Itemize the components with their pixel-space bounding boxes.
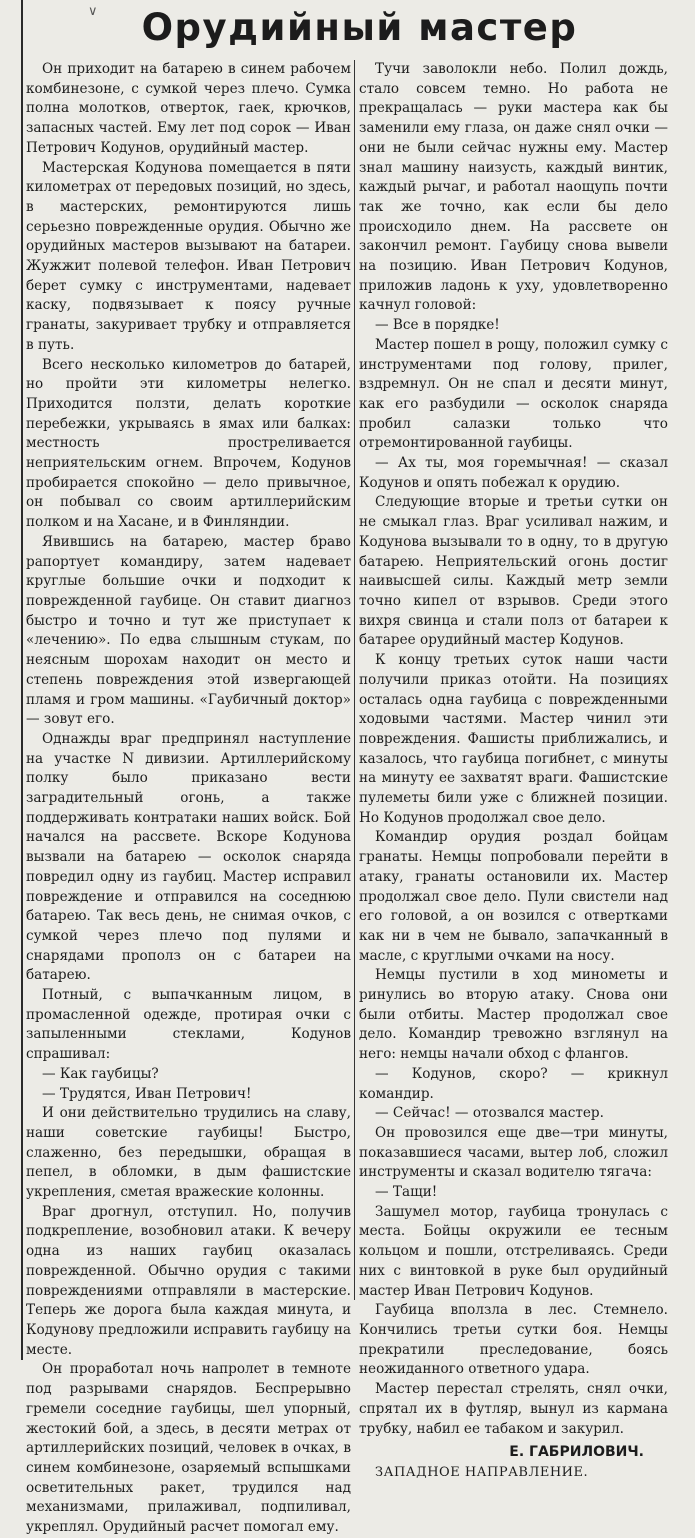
article-column-1	[26, 60, 351, 1536]
paragraph: И они действительно трудились на славу, наши советские гаубицы! Быстро, слаженно, без передышки, обращая в пепел, в обломки, в дым фашистские укрепления, сметая вражеские колонны.	[26, 1105, 351, 1201]
dialog-line: — Сейчас! — отозвался мастер.	[375, 1105, 604, 1122]
paragraph: Мастерская Кодунова помещается в пяти километрах от передовых позиций, но здесь, в мастерских, ремонтируются лишь серьезно поврежденные орудия. Обычно же орудийных мастеров вызывают на батареи. Жужжит полевой телефон. Иван Петрович берет сумку с инструментами, надевает каску, подвязывает к поясу ручные гранаты, закуривает трубку и отправляется в путь.	[26, 159, 351, 353]
paragraph: Тучи заволокли небо. Полил дождь, стало совсем темно. Но работа не прекращалась — руки мастера как бы заменили ему глаза, он даже снял очки — они не были сейчас нужны ему. Мастер знал машину наизусть, каждый винтик, каждый рычаг, и работал наощупь почти так же точно, как если бы дело происходило днем. На рассвете он закончил ремонт. Гаубицу снова вывели на позицию. Иван Петрович Кодунов, приложив ладонь к уху, удовлетворенно качнул головой:	[359, 61, 668, 314]
paragraph: Потный, с выпачканным лицом, в промасленной одежде, протирая очки с запыленными стеклами, Кодунов спрашивал:	[26, 987, 351, 1063]
dialog-line: — Ах ты, моя горемычная! — сказал Кодунов и опять побежал к орудию.	[359, 455, 668, 491]
dialog-line: — Кодунов, скоро? — крикнул командир.	[359, 1065, 668, 1102]
paragraph: К концу третьих суток наши части получили приказ отойти. На позициях осталась одна гаубица с поврежденными ходовыми частями. Мастер чинил эти повреждения. Фашисты приближались, и казалось, что гаубица погибнет, с минуты на минуту ее захватят враги. Фашистские пулеметы били уже с ближней позиции. Но Кодунов продолжал свое дело.	[359, 652, 668, 826]
article-column-2	[359, 60, 668, 1480]
page-left-rule	[21, 0, 23, 1360]
paragraph: Он провозился еще две—три минуты, показавшиеся часами, вытер лоб, сложил инструменты и сказал водителю тягача:	[359, 1124, 668, 1181]
paragraph: Зашумел мотор, гаубица тронулась с места. Бойцы окружили ее тесным кольцом и пошли, отстреливаясь. Среди них с винтовкой в руке был орудийный мастер Иван Петрович Кодунов.	[359, 1203, 668, 1299]
author-signature: Е. ГАБРИЛОВИЧ.	[509, 1444, 644, 1461]
paragraph: Гаубица вползла в лес. Стемнело. Кончились третьи сутки боя. Немцы прекратили преследование, боясь неожиданного ответного удара.	[359, 1302, 668, 1378]
dateline: ЗАПАДНОЕ НАПРАВЛЕНИЕ.	[375, 1464, 589, 1480]
paragraph: Мастер пошел в рощу, положил сумку с инструментами под голову, прилег, вздремнул. Он не спал и десяти минут, как его разбудили — осколок снаряда пробил салазки только что отремонтированной гаубицы.	[359, 336, 668, 452]
dialog-line: — Трудятся, Иван Петрович!	[42, 1085, 252, 1102]
paragraph: Мастер перестал стрелять, снял очки, спрятал их в футляр, вынул из кармана трубку, набил ее табаком и закурил.	[359, 1381, 668, 1437]
dialog-line: — Тащи!	[375, 1184, 438, 1201]
paragraph: Он приходит на батарею в синем рабочем комбинезоне, с сумкой через плечо. Сумка полна молотков, отверток, гаек, крючков, запасных частей. Ему лет под сорок — Иван Петрович Кодунов, орудийный мастер.	[26, 61, 351, 156]
paragraph: Враг дрогнул, отступил. Но, получив подкрепление, возобновил атаки. К вечеру одна из наших гаубиц оказалась поврежденной. Обычно орудия с такими повреждениями отправляли в мастерские. Теперь же дорога была каждая минута, и Кодунову предложили исправить гаубицу на месте.	[26, 1203, 351, 1358]
fold-mark: ∨	[88, 4, 98, 19]
paragraph: Следующие вторые и третьи сутки он не смыкал глаз. Враг усиливал нажим, и Кодунова вызывали то в одну, то в другую батарею. Неприятельский огонь достиг наивысшей силы. Каждый метр земли точно кипел от взрывов. Среди этого вихря свинца и стали полз от батареи к батарее орудийный мастер Кодунов.	[359, 494, 668, 649]
dialog-line: — Все в порядке!	[375, 317, 500, 334]
article-title: Орудийный мастер	[141, 6, 578, 49]
paragraph: Всего несколько километров до батарей, но пройти эти километры нелегко. Приходится ползти, делать короткие перебежки, укрываясь в ямах или балках: местность простреливается неприятельским огнем. Впрочем, Кодунов пробирается спокойно — дело привычное, он побывал со своим артиллерийским полком и на Хасане, и в Финляндии.	[26, 356, 351, 531]
column-divider	[354, 60, 355, 1300]
paragraph: Командир орудия роздал бойцам гранаты. Немцы попробовали перейти в атаку, гранаты остановили их. Мастер продолжал свое дело. Пули свистели над его головой, а он возился с отвертками как ни в чем не бывало, запачканный в масле, с круглыми очками на носу.	[359, 829, 668, 964]
paragraph: Однажды враг предпринял наступление на участке N дивизии. Артиллерийскому полку было приказано вести заградительный огонь, а также поддерживать контратаки наших войск. Бой начался на рассвете. Вскоре Кодунова вызвали на батарею — осколок снаряда повредил одну из гаубиц. Мастер исправил повреждение и отправился на соседнюю батарею. Так весь день, не снимая очков, с сумкой через плечо под пулями и снарядами прополз он с батареи на батарею.	[26, 730, 351, 984]
paragraph: Немцы пустили в ход минометы и ринулись во вторую атаку. Снова они были отбиты. Мастер продолжал свое дело. Командир тревожно взглянул на него: немцы начали обход с флангов.	[359, 967, 668, 1063]
dialog-line: — Как гаубицы?	[42, 1065, 159, 1082]
paragraph: Он проработал ночь напролет в темноте под разрывами снарядов. Беспрерывно гремели соседние гаубицы, шел упорный, жестокий бой, а здесь, в десяти метрах от артиллерийских позиций, человек в очках, в синем комбинезоне, озаряемый вспышками осветительных ракет, трудился над механизмами, прилаживал, подпиливал, укреплял. Орудийный расчет помогал ему.	[26, 1361, 351, 1536]
paragraph: Явившись на батарею, мастер браво рапортует командиру, затем надевает круглые большие очки и подходит к поврежденной гаубице. Он ставит диагноз быстро и точно и тут же приступает к «лечению». По едва слышным стукам, по неясным шорохам находит он место и степень повреждения этой извергающей пламя и гром машины. «Гаубичный доктор» — зовут его.	[26, 533, 351, 728]
